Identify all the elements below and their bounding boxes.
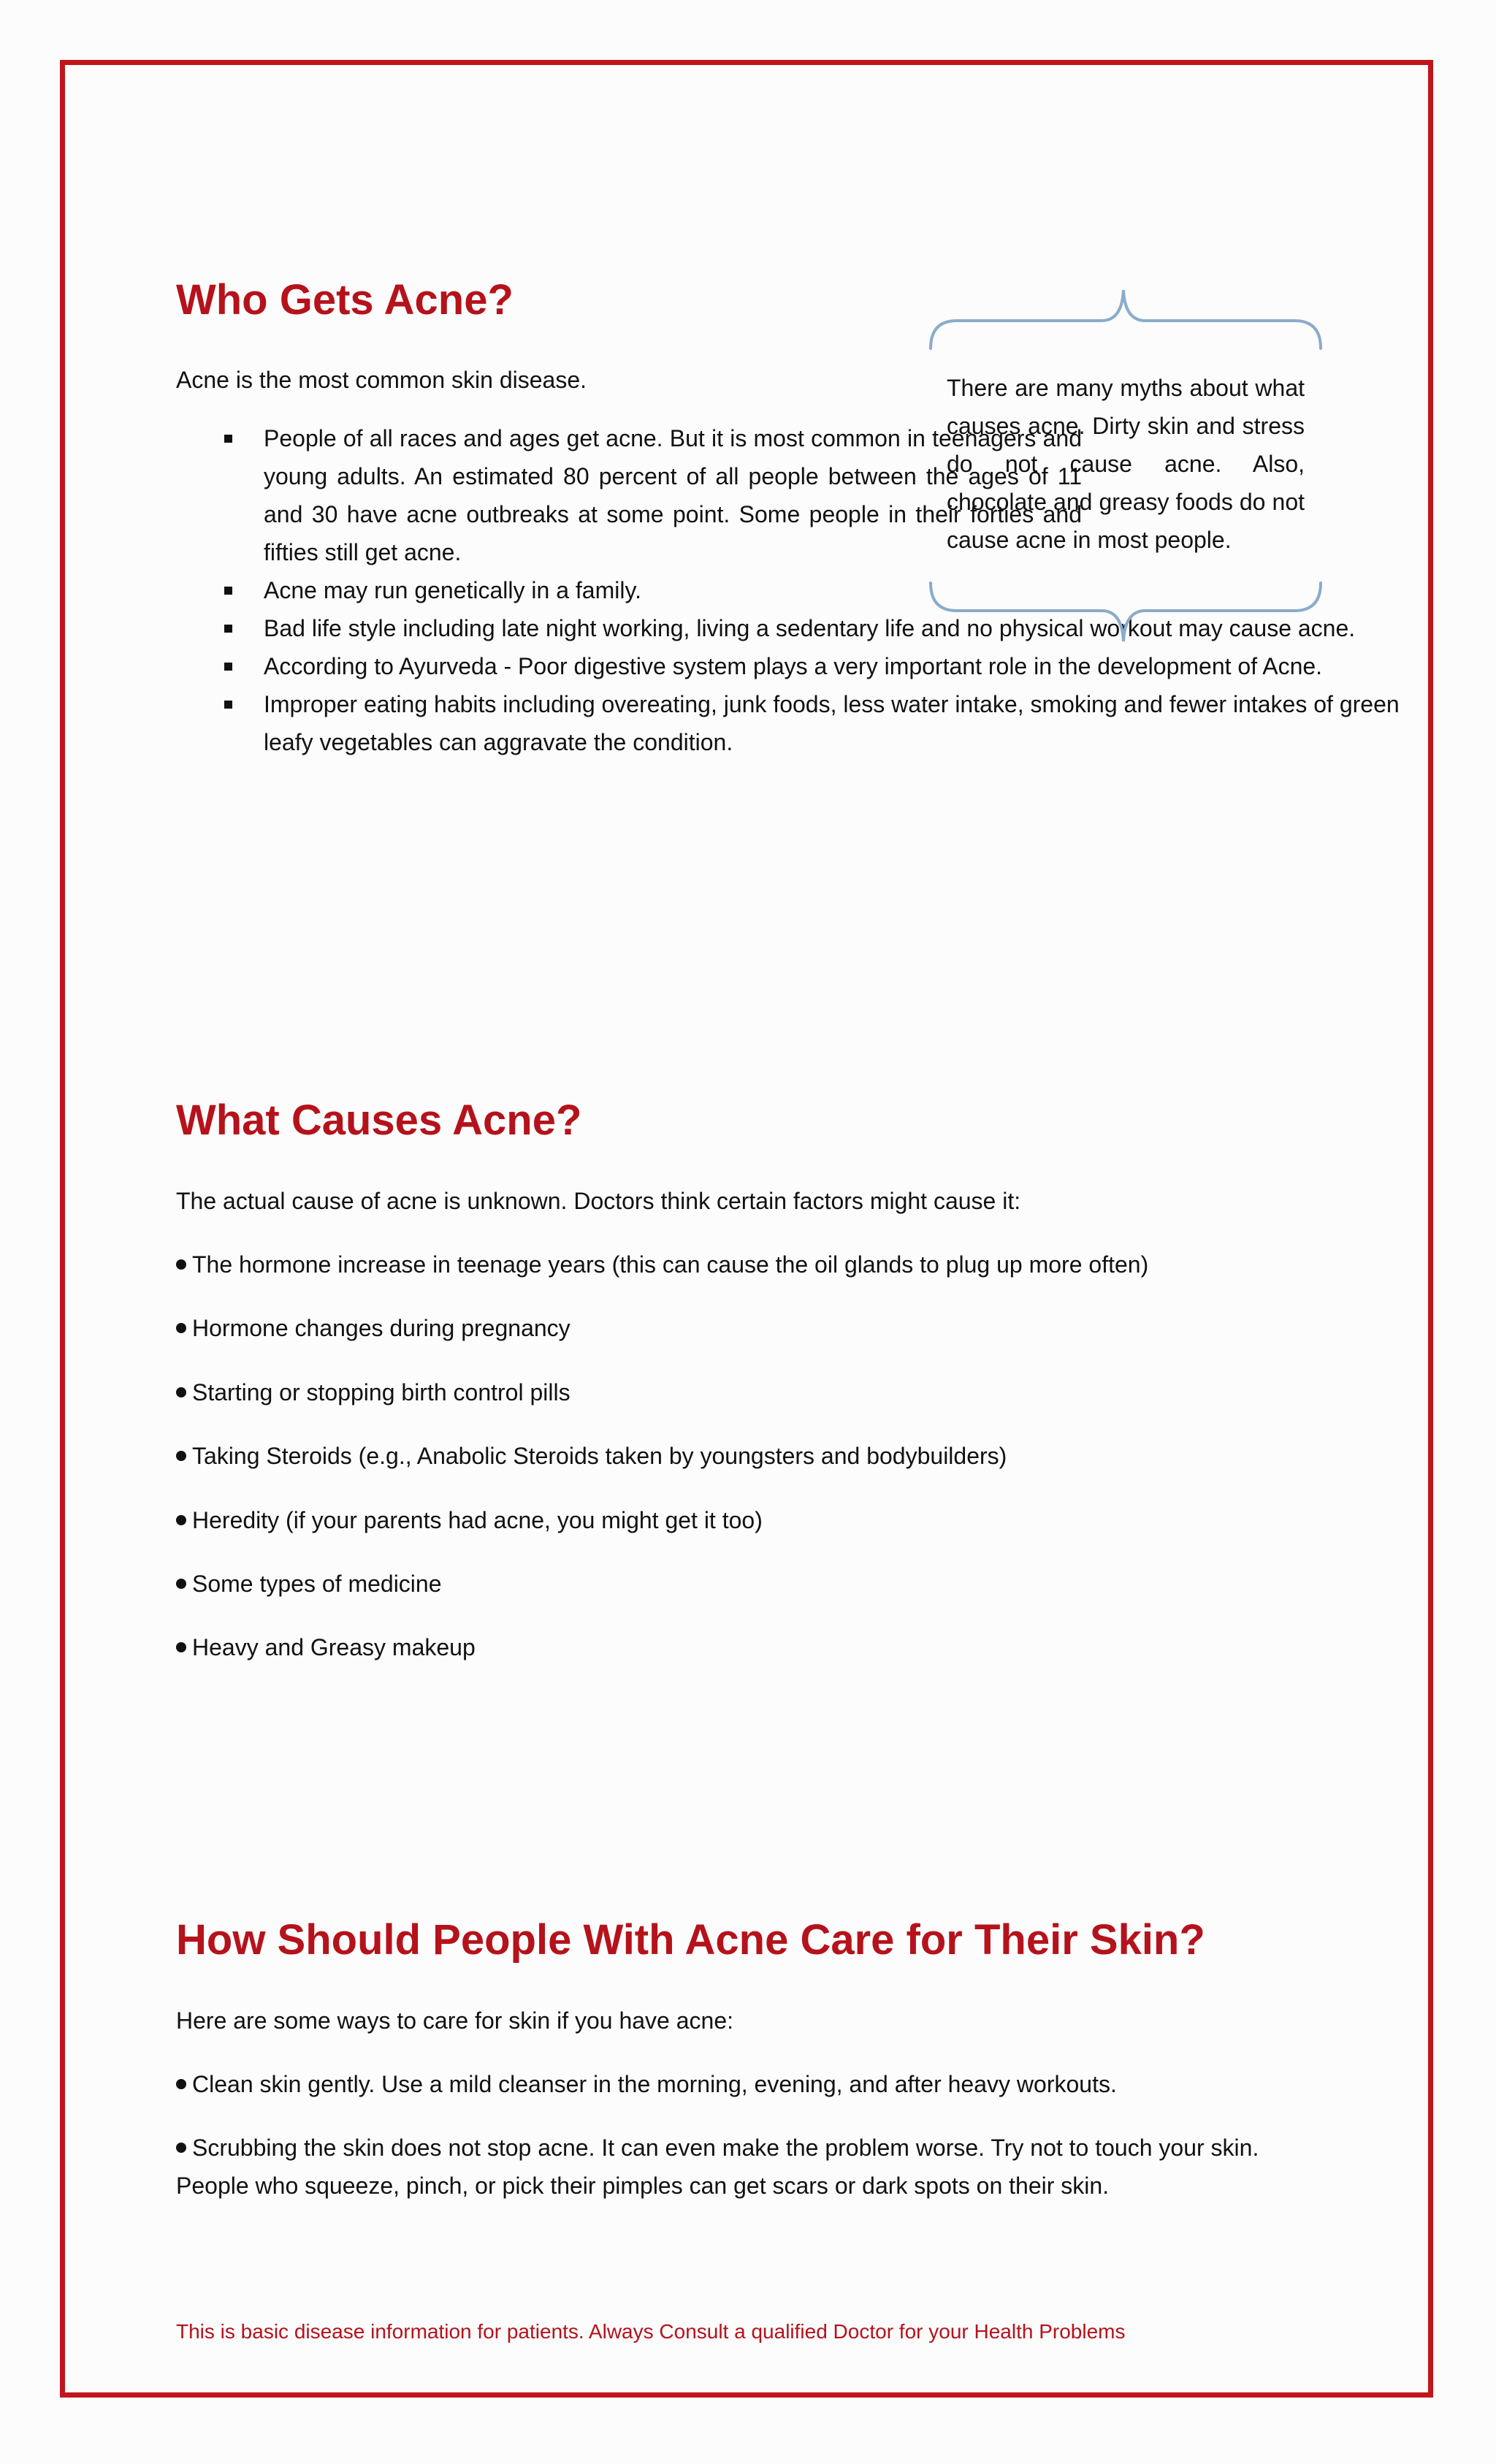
square-bullet-icon bbox=[224, 663, 232, 671]
list-item: Some types of medicine bbox=[176, 1565, 442, 1603]
bullet-icon bbox=[176, 1387, 186, 1397]
list-item: Heredity (if your parents had acne, you might get it too) bbox=[176, 1501, 763, 1539]
bullet-icon bbox=[176, 2079, 186, 2089]
footer-disclaimer: This is basic disease information for patients. Always Consult a qualified Doctor for your Health Problems bbox=[176, 2320, 1126, 2343]
myths-callout bbox=[929, 289, 1324, 646]
section1-intro: Acne is the most common skin disease. bbox=[176, 367, 587, 393]
list-item: Bad life style including late night working, living a sedentary life and no physical workout may cause acne. bbox=[176, 609, 1411, 647]
callout-text: There are many myths about what causes acne. Dirty skin and stress do not cause acne. Also, chocolate and greasy foods do not cause acne in most people. bbox=[947, 375, 1305, 553]
list-item: Heavy and Greasy makeup bbox=[176, 1628, 476, 1666]
list-item: Improper eating habits including overeating, junk foods, less water intake, smoking and fewer intakes of green leafy vegetables can aggravate the condition. bbox=[176, 685, 1411, 761]
section-heading-who-gets-acne: Who Gets Acne? bbox=[176, 276, 514, 324]
bullet-icon bbox=[176, 1451, 186, 1461]
section-heading-skin-care: How Should People With Acne Care for Their Skin? bbox=[176, 1916, 1205, 1964]
square-bullet-icon bbox=[224, 701, 232, 709]
square-bullet-icon bbox=[224, 625, 232, 633]
bullet-icon bbox=[176, 1515, 186, 1525]
list-item: The hormone increase in teenage years (this can cause the oil glands to plug up more often) bbox=[176, 1246, 1148, 1284]
list-item: Starting or stopping birth control pills bbox=[176, 1373, 570, 1411]
list-item: Taking Steroids (e.g., Anabolic Steroids taken by youngsters and bodybuilders) bbox=[176, 1437, 1007, 1475]
bullet-icon bbox=[176, 1579, 186, 1589]
bullet-icon bbox=[176, 2143, 186, 2153]
section-heading-what-causes-acne: What Causes Acne? bbox=[176, 1096, 582, 1144]
square-bullet-icon bbox=[224, 587, 232, 595]
square-bullet-icon bbox=[224, 435, 232, 443]
list-item: Scrubbing the skin does not stop acne. It can even make the problem worse. Try not to touch your skin. People who squeeze, pinch, or pick their pimples can get scars or dark spots on their skin. bbox=[176, 2135, 1259, 2199]
section3-intro: Here are some ways to care for skin if you have acne: bbox=[176, 2007, 734, 2034]
list-item: Clean skin gently. Use a mild cleanser in the morning, evening, and after heavy workouts. bbox=[176, 2065, 1323, 2103]
bullet-icon bbox=[176, 1323, 186, 1333]
bullet-icon bbox=[176, 1642, 186, 1652]
list-item: Acne may run genetically in a family. bbox=[176, 571, 1411, 609]
list-item: People of all races and ages get acne. But it is most common in teenagers and young adults. An estimated 80 percent of all people between the ages of 11 and 30 have acne outbreaks at some point. Some people in their forties and fifties still get acne. bbox=[176, 419, 1082, 571]
list-item: According to Ayurveda - Poor digestive system plays a very important role in the development of Acne. bbox=[176, 647, 1411, 685]
list-item: Hormone changes during pregnancy bbox=[176, 1309, 570, 1347]
section2-intro: The actual cause of acne is unknown. Doctors think certain factors might cause it: bbox=[176, 1188, 1021, 1214]
bullet-icon bbox=[176, 1259, 186, 1270]
